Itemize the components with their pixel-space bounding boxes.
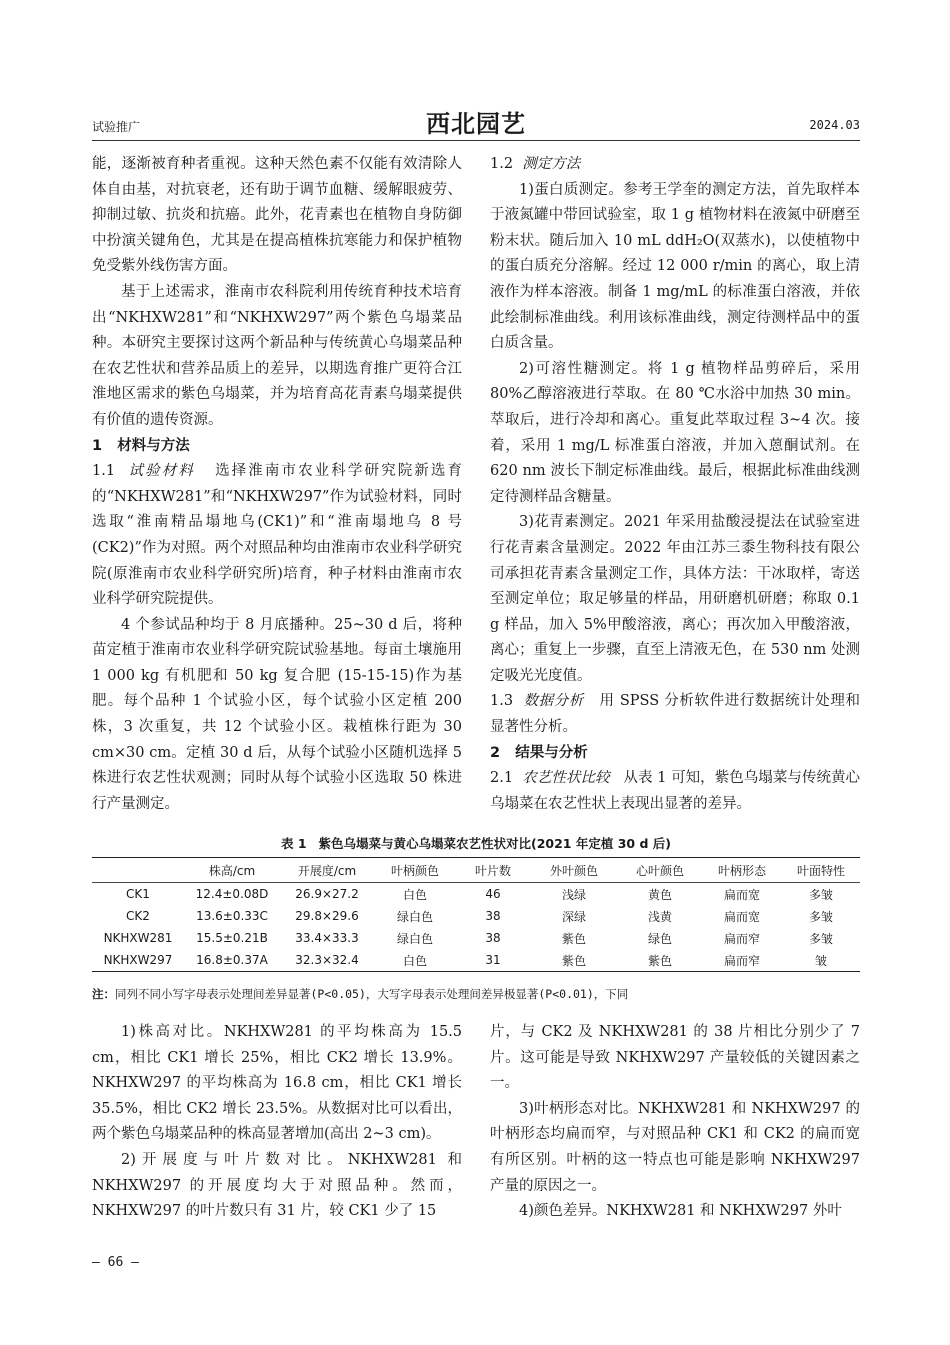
- left-column-top: [92, 152, 462, 817]
- table-1: [92, 857, 860, 972]
- paragraph: 3)叶柄形态对比。NKHXW281 和 NKHXW297 的叶柄形态均扁而窄，与对照品种 CK1 和 CK2 的扁而宽有所区别。叶柄的这一特点也可能是影响 NKHXW297 产量的原因之一。: [490, 1100, 860, 1194]
- section-heading-2: 2 结果与分析: [490, 744, 588, 761]
- section-1-1: 1.1 试验材料 选择淮南市农业科学研究院新选育的“NKHXW281”和“NKHXW297”作为试验材料，同时选取“淮南精品塌地乌(CK1)”和“淮南塌地乌 8 号(CK2)”作为对照。两个对照品种均由淮南市农业科学研究院(原淮南市农业科学研究所)培育，种子材料由淮南市农业科学研究院提供。: [92, 463, 463, 608]
- section-1-2-heading: 1.2 测定方法: [490, 156, 581, 172]
- cell: 扁而宽: [723, 887, 760, 902]
- section-heading-1: 1 材料与方法: [92, 437, 190, 454]
- header-cell: 叶柄颜色: [374, 858, 456, 883]
- journal-logo: 西北园艺: [426, 109, 526, 138]
- section-1-3: 1.3 数据分析 用 SPSS 分析软件进行数据统计处理和显著性分析。: [490, 693, 861, 736]
- table-row: [92, 949, 860, 972]
- left-column-bottom: [92, 1020, 462, 1225]
- running-header: [92, 104, 860, 138]
- cell: NKHXW281: [103, 931, 173, 945]
- table-header-row: [92, 858, 860, 883]
- cell: 浅黄: [647, 909, 672, 924]
- header-section-label: 试验推广: [92, 120, 141, 134]
- header-cell: 叶片数: [456, 858, 530, 883]
- cell: 紫色: [561, 931, 586, 946]
- header-issue: 2024.03: [809, 118, 860, 132]
- cell: 31: [456, 949, 530, 972]
- cell: 扁而宽: [723, 909, 760, 924]
- cell: 白色: [402, 887, 427, 902]
- table-row: [92, 883, 860, 906]
- right-column-bottom: [490, 1020, 860, 1225]
- cell: 绿色: [647, 931, 672, 946]
- paragraph: 能，逐渐被育种者重视。这种天然色素不仅能有效清除人体自由基，对抗衰老，还有助于调节血糖、缓解眼疲劳、抑制过敏、抗炎和抗癌。此外，花青素也在植物自身防御中扮演关键角色，尤其是在提高植株抗寒能力和保护植物免受紫外线伤害方面。: [92, 156, 462, 275]
- paragraph: 基于上述需求，淮南市农科院利用传统育种技术培育出“NKHXW281”和“NKHXW297”两个紫色乌塌菜品种。本研究主要探讨这两个新品种与传统黄心乌塌菜品种在农艺性状和营养品质上的差异，以期选育推广更符合江淮地区需求的紫色乌塌菜，并为培育高花青素乌塌菜提供有价值的遗传资源。: [92, 283, 462, 428]
- header-cell: 开展度/cm: [280, 858, 374, 883]
- header-cell: 叶面特性: [782, 858, 860, 883]
- header-cell: [92, 858, 184, 883]
- paragraph: 2)可溶性糖测定。将 1 g 植物样品剪碎后，采用 80%乙醇溶液进行萃取。在 80 ℃水浴中加热 30 min。萃取后，进行冷却和离心。重复此萃取过程 3~4 次。接着，采用 1 mg/L 标准蛋白溶液，并加入蒽酮试剂。在 620 nm 波长下制定标准曲线。最后，根据此标准曲线测定待测样品含糖量。: [490, 360, 860, 505]
- cell: 32.3×32.4: [280, 949, 374, 972]
- cell: 白色: [374, 949, 456, 972]
- paragraph: 2)开展度与叶片数对比。NKHXW281 和 NKHXW297 的开展度均大于对照品种。然而，NKHXW297 的叶片数只有 31 片，较 CK1 少了 15: [92, 1151, 462, 1220]
- cell: 扁而窄: [702, 949, 782, 972]
- paragraph: 1)株高对比。NKHXW281 的平均株高为 15.5 cm，相比 CK1 增长 25%，相比 CK2 增长 13.9%。NKHXW297 的平均株高为 16.8 cm，相比 CK1 增长 35.5%，相比 CK2 增长 23.5%。从数据对比可以看出，两个紫色乌塌菜品种的株高显著增加(高出 2~3 cm)。: [92, 1024, 462, 1143]
- section-2-1: 2.1 农艺性状比较 从表 1 可知，紫色乌塌菜与传统黄心乌塌菜在农艺性状上表现出显著的差异。: [490, 770, 861, 812]
- paragraph: 1)蛋白质测定。参考王学奎的测定方法，首先取样本于液氮罐中带回试验室，取 1 g 植物材料在液氮中研磨至粉末状。随后加入 10 mL ddH₂O(双蒸水)，以使植物中的蛋白质充分溶解。经过 12 000 r/min 的离心，取上清液作为样本溶液。制备 1 mg/mL 的标准蛋白溶液，并依此绘制标准曲线。利用该标准曲线，测定待测样品中的蛋白质含量。: [490, 181, 860, 352]
- cell: CK2: [126, 909, 150, 923]
- cell: 16.8±0.37A: [184, 949, 280, 972]
- right-column-top: [490, 152, 860, 817]
- header-cell: 外叶颜色: [530, 858, 618, 883]
- cell: 26.9×27.2: [295, 887, 359, 901]
- header-cell: 株高/cm: [184, 858, 280, 883]
- cell: 深绿: [561, 909, 586, 924]
- cell: 黄色: [647, 887, 672, 902]
- paragraph: 片，与 CK2 及 NKHXW281 的 38 片相比分别少了 7 片。这可能是导致 NKHXW297 产量较低的关键因素之一。: [490, 1024, 860, 1092]
- cell: 浅绿: [561, 887, 586, 902]
- cell: 33.4×33.3: [295, 931, 359, 945]
- cell: 15.5±0.21B: [196, 931, 268, 945]
- cell: 12.4±0.08D: [195, 887, 269, 901]
- paragraph: 4 个参试品种均于 8 月底播种。25~30 d 后，将种苗定植于淮南市农业科学研究院试验基地。每亩土壤施用 1 000 kg 有机肥和 50 kg 复合肥 (15-15-15)作为基肥。每个品种 1 个试验小区，每个试验小区定植 200 株，3 次重复，共 12 个试验小区。栽植株行距为 30 cm×30 cm。定植 30 d 后，从每个试验小区随机选择 5 株进行农艺性状观测；同时从每个试验小区选取 50 株进行产量测定。: [92, 616, 462, 812]
- cell: 扁而窄: [723, 931, 760, 946]
- table-row: [92, 905, 860, 927]
- cell: 紫色: [530, 949, 618, 972]
- cell: 46: [485, 887, 501, 901]
- table-note: 注：同列不同小写字母表示处理间差异显著(P<0.05)，大写字母表示处理间差异极显著(P<0.01)，下同: [92, 987, 629, 1001]
- cell: 皱: [782, 949, 860, 972]
- cell: 38: [485, 931, 501, 945]
- page-number: — 66 —: [92, 1255, 139, 1270]
- cell: 绿白色: [396, 909, 433, 924]
- paragraph: 4)颜色差异。NKHXW281 和 NKHXW297 外叶: [519, 1203, 842, 1220]
- cell: 多皱: [808, 931, 833, 946]
- cell: 紫色: [618, 949, 702, 972]
- header-cell: 叶柄形态: [702, 858, 782, 883]
- header-cell: 心叶颜色: [618, 858, 702, 883]
- cell: CK1: [126, 887, 150, 901]
- header-rule: [92, 140, 860, 141]
- cell: 13.6±0.33C: [196, 909, 268, 923]
- table-caption: 表 1 紫色乌塌菜与黄心乌塌菜农艺性状对比(2021 年定植 30 d 后): [281, 836, 671, 851]
- cell: 38: [485, 909, 501, 923]
- table-row: [92, 927, 860, 949]
- cell: 多皱: [808, 909, 833, 924]
- cell: 绿白色: [396, 931, 433, 946]
- cell: NKHXW297: [92, 949, 184, 972]
- cell: 29.8×29.6: [295, 909, 359, 923]
- cell: 多皱: [808, 887, 833, 902]
- paragraph: 3)花青素测定。2021 年采用盐酸浸提法在试验室进行花青素含量测定。2022 年由江苏三黍生物科技有限公司承担花青素含量测定工作，具体方法：干冰取样，寄送至测定单位；取足够量的样品，用研磨机研磨；称取 0.1 g 样品，加入 5%甲酸溶液，离心；再次加入甲酸溶液，离心；重复上一步骤，直至上清液无色，在 530 nm 处测定吸光光度值。: [490, 514, 860, 684]
